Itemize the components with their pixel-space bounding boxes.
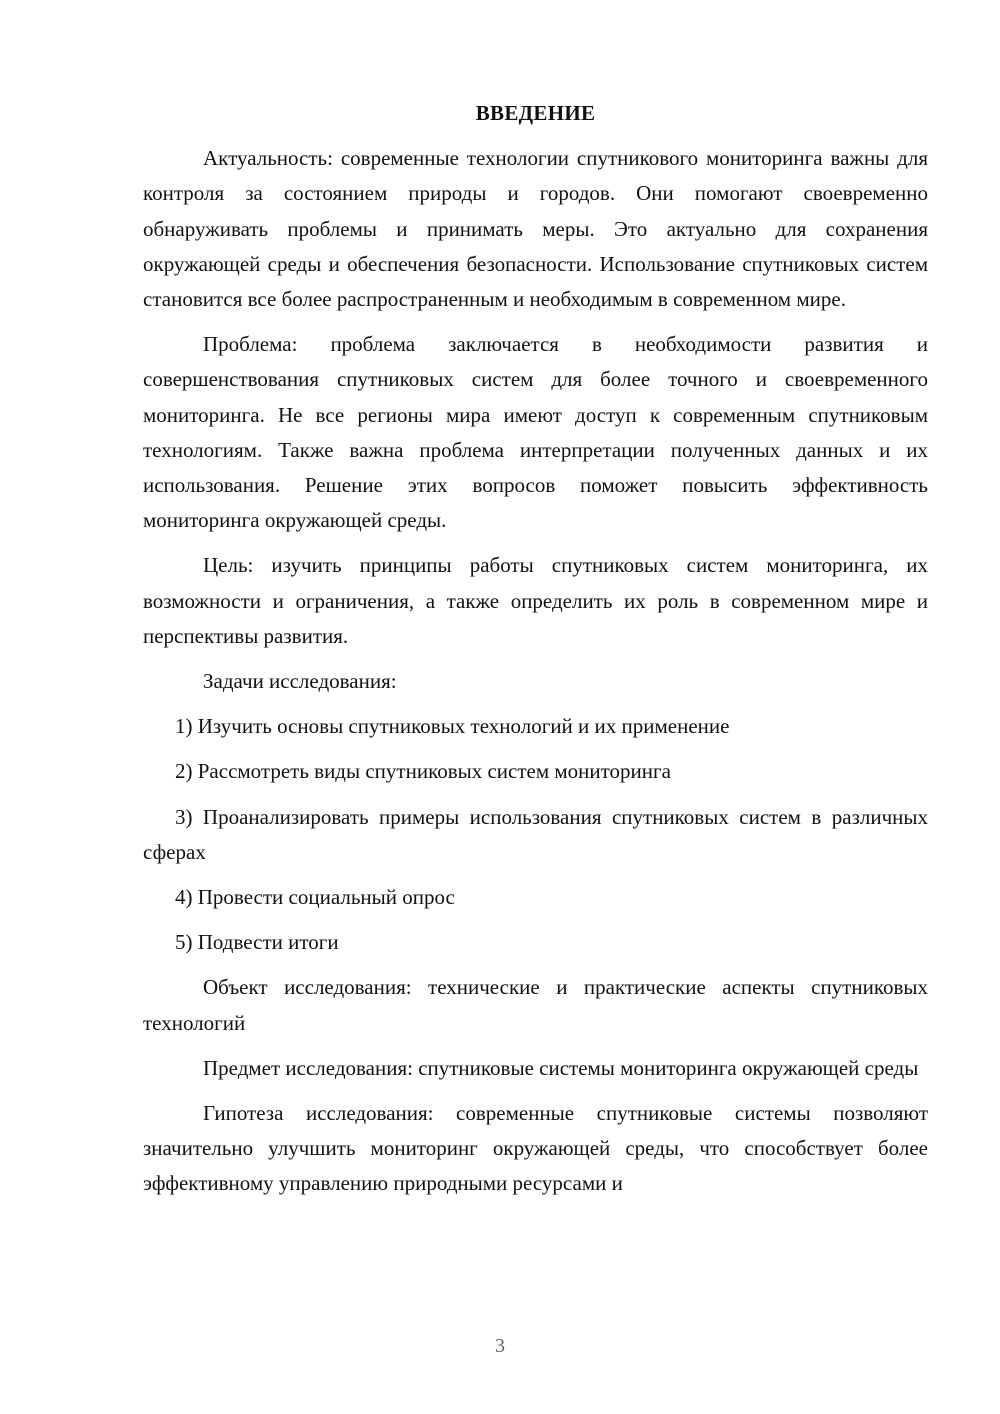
section-title: ВВЕДЕНИЕ bbox=[475, 101, 596, 125]
task-item-3: 3) Проанализировать примеры использования спутниковых систем в различных сферах bbox=[143, 804, 928, 864]
paragraph-hypothesis: Гипотеза исследования: современные спутниковые системы позволяют значительно улучшить мониторинг окружающей среды, что способствует более эффективному управлению природными ресурсами и bbox=[143, 1101, 928, 1196]
tasks-heading: Задачи исследования: bbox=[203, 669, 397, 694]
task-item-2: 2) Рассмотреть виды спутниковых систем мониторинга bbox=[175, 759, 671, 784]
task-item-5: 5) Подвести итоги bbox=[175, 930, 339, 955]
paragraph-problem: Проблема: проблема заключается в необходимости развития и совершенствования спутниковых систем для более точного и своевременного мониторинга. Не все регионы мира имеют доступ к современным спутниковым технологиям. Также важна проблема интерпретации полученных данных и их использования. Решение этих вопросов поможет повысить эффективность мониторинга окружающей среды. bbox=[143, 332, 928, 533]
paragraph-subject: Предмет исследования: спутниковые системы мониторинга окружающей среды bbox=[203, 1055, 919, 1080]
paragraph-goal: Цель: изучить принципы работы спутниковых систем мониторинга, их возможности и ограничения, а также определить их роль в современном мире и перспективы развития. bbox=[143, 553, 928, 648]
paragraph-relevance: Актуальность: современные технологии спутникового мониторинга важны для контроля за состоянием природы и городов. Они помогают своевременно обнаруживать проблемы и принимать меры. Это актуально для сохранения окружающей среды и обеспечения безопасности. Использование спутниковых систем становится все более распространенным и необходимым в современном мире. bbox=[143, 146, 928, 312]
paragraph-object: Объект исследования: технические и практические аспекты спутниковых технологий bbox=[143, 975, 928, 1035]
task-item-4: 4) Провести социальный опрос bbox=[175, 885, 455, 910]
page-number: 3 bbox=[495, 1335, 505, 1357]
page-content bbox=[143, 96, 928, 1202]
task-item-1: 1) Изучить основы спутниковых технологий и их применение bbox=[175, 714, 730, 739]
